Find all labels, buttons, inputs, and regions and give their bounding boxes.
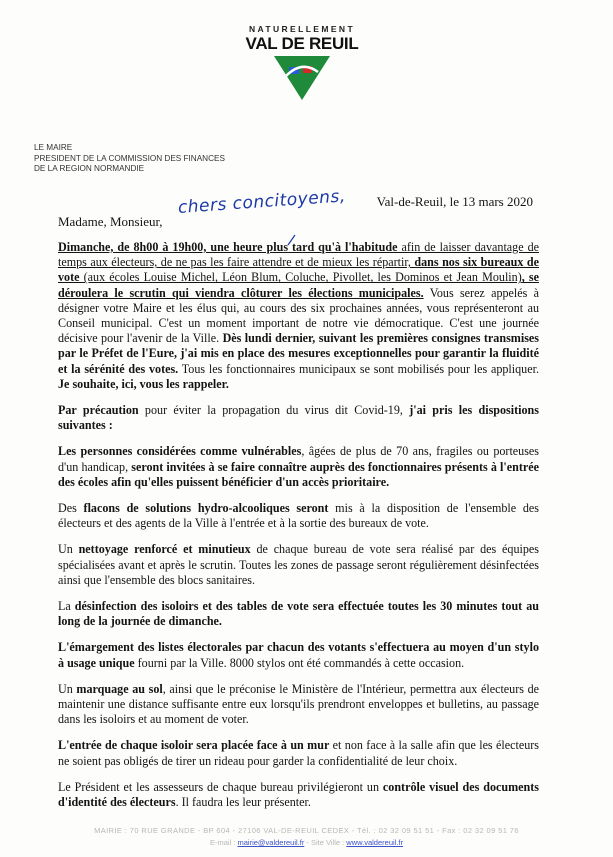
salutation: Madame, Monsieur,: [58, 214, 163, 229]
p9-text: et non face à la salle afin que les électeurs ne soient pas obligés de tirer un rideau pour garder la confidentialité de leur choix.: [58, 738, 539, 768]
p10-bold: contrôle visuel des documents d'identité des électeurs: [58, 779, 539, 810]
p4-text-b: mis à la disposition de l'ensemble des électeurs et des agents de la Ville à l'entrée et à la sortie des bureaux de vote.: [58, 501, 539, 531]
p1-text-a: afin de laisser davantage de temps aux électeurs, de ne pas les faire attendre et de mieux les répartir,: [58, 240, 539, 270]
footer-address: MAIRIE : 70 RUE GRANDE - BP 604 - 27106 VAL-DE-REUIL CEDEX - Tél. : 02 32 09 51 51 - Fax : 02 32 09 51 76: [94, 826, 519, 835]
p1-text-b: Vous serez appelés à désigner votre Maire et les élus qui, au cours des six prochaines années, vous représenteront au Conseil municipal. C'est un moment important de notre vie démocratique. C'est une journée décisive pour l'avenir de la Ville.: [58, 285, 539, 346]
handwritten-annotation: chers concitoyens,: [177, 186, 347, 218]
p5-bold: nettoyage renforcé et minutieux: [78, 542, 251, 557]
p5-text-a: Un: [58, 542, 79, 557]
p8-bold: marquage au sol: [76, 681, 163, 696]
p3-bold-a: Les personnes considérées comme vulnérables: [58, 444, 302, 459]
header-line-3: DE LA REGION NORMANDIE: [34, 164, 145, 173]
letter-header: [34, 143, 225, 175]
logo-name: VAL DE REUIL: [245, 34, 359, 53]
p1-highlight-scrutin: , se déroulera le scrutin qui viendra clôturer les élections municipales.: [58, 270, 539, 300]
footer-site-link[interactable]: www.valdereuil.fr: [346, 838, 403, 847]
paragraph-10: [58, 780, 539, 810]
p10-text-b: . Il faudra les leur présenter.: [175, 795, 311, 810]
footer-email-label: E-mail :: [210, 838, 238, 847]
p5-text-b: de chaque bureau de vote sera réalisé par des équipes spécialisées avant et après le scrutin. Toutes les zones de passage seront régulièrement désinfectées ainsi que l'ensemble des blocs sanitaires.: [58, 542, 539, 587]
paragraph-5: [58, 542, 539, 588]
footer-email-link[interactable]: mairie@valdereuil.fr: [237, 838, 305, 847]
footer-contact: [0, 838, 613, 847]
logo-triangle-icon: [272, 54, 332, 102]
p4-bold: flacons de solutions hydro-alcooliques seront: [83, 501, 329, 516]
p7-bold: L'émargement des listes électorales par chacun des votants s'effectuera au moyen d'un stylo à usage unique: [58, 640, 539, 670]
p1-text-c: Tous les fonctionnaires municipaux se sont mobilisés pour les appliquer.: [178, 361, 539, 376]
paragraph-4: [58, 501, 539, 531]
paragraph-7: [58, 640, 539, 670]
p1-highlight-bureaux: dans nos six bureaux de vote: [58, 255, 539, 285]
p3-text: , âgées de plus de 70 ans, fragiles ou porteuses d'un handicap,: [58, 444, 539, 474]
p8-text-b: , ainsi que le préconise le Ministère de l'Intérieur, permettra aux électeurs de maintenir une distance suffisante entre eux lorsqu'ils prendront enveloppes et bulletins, au passage dans les isoloirs et au moment de voter.: [58, 681, 539, 727]
p6-bold: désinfection des isoloirs et des tables de vote sera effectuée toutes les 30 minutes tout au long de la journée de dimanche.: [58, 599, 539, 629]
paragraph-8: [58, 682, 539, 728]
p1-highlight-hours: Dimanche, de 8h00 à 19h00, une heure plus tard qu'à l'habitude: [58, 240, 398, 254]
p2-text: pour éviter la propagation du virus dit Covid-19,: [138, 403, 410, 418]
p8-text-a: Un: [58, 681, 77, 696]
paragraph-1: [58, 240, 539, 392]
logo-tagline: NATURELLEMENT: [248, 24, 356, 34]
p7-text: fourni par la Ville. 8000 stylos ont été commandés à cette occasion.: [134, 655, 465, 670]
p1-text-schools: (aux écoles Louise Michel, Léon Blum, Coluche, Pivollet, les Dominos et Jean Moulin): [79, 270, 522, 285]
p6-text: La: [58, 599, 75, 614]
city-logo: [232, 24, 372, 102]
paragraph-2: [58, 403, 539, 433]
p1-highlight-measures: Dès lundi dernier, suivant les premières consignes transmises par le Préfet de l'Eure, j'ai mis en place des mesures exceptionnelles pour garantir la fluidité et la sérénité des votes.: [58, 331, 539, 376]
paragraph-9: [58, 738, 539, 768]
letter-body: [58, 240, 539, 821]
paragraph-3: [58, 444, 539, 490]
p10-text-a: Le Président et les assesseurs de chaque bureau privilégieront un: [58, 779, 383, 794]
p3-bold-b: seront invitées à se faire connaître auprès des fonctionnaires présents à l'entrée des écoles afin qu'elles puissent bénéficier d'un accès prioritaire.: [58, 459, 540, 489]
p2-bold-b: j'ai pris les dispositions suivantes :: [58, 403, 539, 433]
p1-highlight-reminder: Je souhaite, ici, vous les rappeler.: [58, 376, 229, 391]
header-line-1: LE MAIRE: [34, 143, 73, 152]
header-line-2: PRESIDENT DE LA COMMISSION DES FINANCES: [34, 153, 225, 163]
paragraph-6: [58, 599, 539, 629]
letter-date: Val-de-Reuil, le 13 mars 2020: [376, 194, 533, 209]
p9-bold: L'entrée de chaque isoloir sera placée face à un mur: [58, 738, 330, 753]
p4-text-a: Des: [58, 501, 84, 516]
footer-site-label: - Site Ville :: [304, 838, 347, 847]
p2-bold-a: Par précaution: [58, 403, 139, 418]
